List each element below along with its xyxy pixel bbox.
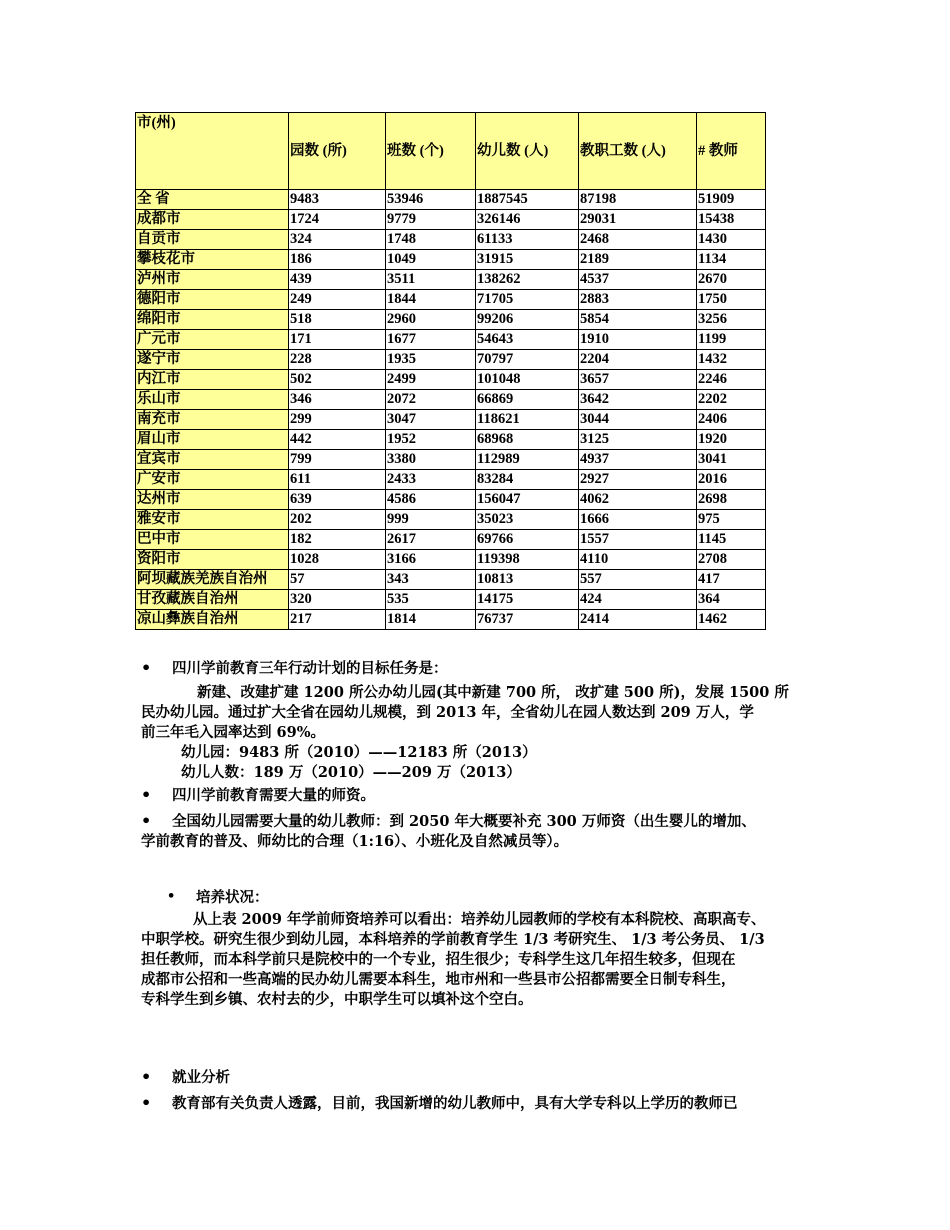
cell-kindergartens: 320 <box>289 590 386 610</box>
cell-city: 甘孜藏族自治州 <box>136 590 289 610</box>
cell-children: 118621 <box>476 410 579 430</box>
cell-kindergartens: 1724 <box>289 210 386 230</box>
cell-staff: 4062 <box>579 490 697 510</box>
cell-classes: 9779 <box>386 210 476 230</box>
cell-kindergartens: 228 <box>289 350 386 370</box>
table-row <box>136 330 766 350</box>
cell-city: 成都市 <box>136 210 289 230</box>
cell-city: 眉山市 <box>136 430 289 450</box>
header-city: 市(州) <box>136 113 289 190</box>
table-row <box>136 350 766 370</box>
table-row <box>136 390 766 410</box>
cell-staff: 5854 <box>579 310 697 330</box>
bullet-marker: • <box>141 811 152 830</box>
table-row <box>136 370 766 390</box>
cell-teachers: 1134 <box>697 250 766 270</box>
cell-teachers: 3256 <box>697 310 766 330</box>
cell-children: 54643 <box>476 330 579 350</box>
header-staff: 教职工数 (人) <box>579 113 697 190</box>
cell-staff: 4537 <box>579 270 697 290</box>
bullet-teacher-demand: 四川学前教育需要大量的师资。 <box>172 787 375 804</box>
training-text-line-5: 专科学生到乡镇、农村去的少，中职学生可以填补这个空白。 <box>141 991 533 1008</box>
bullet-plan-goals: 四川学前教育三年行动计划的目标任务是： <box>172 660 448 677</box>
cell-children: 83284 <box>476 470 579 490</box>
bullet-marker: • <box>167 889 176 904</box>
cell-staff: 424 <box>579 590 697 610</box>
cell-classes: 1049 <box>386 250 476 270</box>
table-row <box>136 470 766 490</box>
cell-classes: 1748 <box>386 230 476 250</box>
cell-city: 广安市 <box>136 470 289 490</box>
table-row <box>136 490 766 510</box>
cell-staff: 4937 <box>579 450 697 470</box>
cell-kindergartens: 442 <box>289 430 386 450</box>
table-row <box>136 430 766 450</box>
cell-children: 35023 <box>476 510 579 530</box>
cell-classes: 3047 <box>386 410 476 430</box>
cell-kindergartens: 799 <box>289 450 386 470</box>
cell-staff: 2414 <box>579 610 697 630</box>
cell-city: 广元市 <box>136 330 289 350</box>
cell-kindergartens: 9483 <box>289 190 386 210</box>
cell-classes: 3380 <box>386 450 476 470</box>
table-row <box>136 510 766 530</box>
cell-staff: 3044 <box>579 410 697 430</box>
table-row <box>136 450 766 470</box>
cell-kindergartens: 202 <box>289 510 386 530</box>
cell-city: 自贡市 <box>136 230 289 250</box>
cell-classes: 535 <box>386 590 476 610</box>
training-text-line-1: 从上表 2009 年学前师资培养可以看出：培养幼儿园教师的学校有本科院校、高职高专、 <box>193 911 766 928</box>
plan-text-line-2: 民办幼儿园。通过扩大全省在园幼儿规模，到 2013 年，全省幼儿在园人数达到 209 万人，学 <box>141 704 754 721</box>
table-row <box>136 250 766 270</box>
cell-children: 326146 <box>476 210 579 230</box>
cell-kindergartens: 217 <box>289 610 386 630</box>
cell-children: 10813 <box>476 570 579 590</box>
cell-children: 156047 <box>476 490 579 510</box>
cell-teachers: 975 <box>697 510 766 530</box>
bullet-marker: • <box>141 1093 152 1112</box>
table-row <box>136 270 766 290</box>
cell-staff: 2927 <box>579 470 697 490</box>
cell-staff: 4110 <box>579 550 697 570</box>
cell-staff: 29031 <box>579 210 697 230</box>
cell-classes: 1844 <box>386 290 476 310</box>
cell-classes: 53946 <box>386 190 476 210</box>
cell-children: 1887545 <box>476 190 579 210</box>
header-teachers: # 教师 <box>697 113 766 190</box>
cell-teachers: 51909 <box>697 190 766 210</box>
cell-city: 宜宾市 <box>136 450 289 470</box>
cell-classes: 3166 <box>386 550 476 570</box>
cell-staff: 87198 <box>579 190 697 210</box>
cell-city: 雅安市 <box>136 510 289 530</box>
cell-city: 凉山彝族自治州 <box>136 610 289 630</box>
cell-children: 112989 <box>476 450 579 470</box>
cell-teachers: 1462 <box>697 610 766 630</box>
table-row <box>136 190 766 210</box>
plan-text-line-1: 新建、改建扩建 1200 所公办幼儿园(其中新建 700 所， 改扩建 500 所)，发展 1500 所 <box>197 684 789 701</box>
cell-staff: 3125 <box>579 430 697 450</box>
cell-kindergartens: 249 <box>289 290 386 310</box>
cell-children: 69766 <box>476 530 579 550</box>
table-row <box>136 310 766 330</box>
cell-city: 全 省 <box>136 190 289 210</box>
cell-teachers: 1432 <box>697 350 766 370</box>
cell-staff: 557 <box>579 570 697 590</box>
cell-kindergartens: 518 <box>289 310 386 330</box>
training-text-line-2: 中职学校。研究生很少到幼儿园，本科培养的学前教育学生 1/3 考研究生、 1/3 考公务员、 1/3 <box>141 931 765 948</box>
cell-staff: 3642 <box>579 390 697 410</box>
cell-children: 76737 <box>476 610 579 630</box>
cell-teachers: 2016 <box>697 470 766 490</box>
cell-city: 阿坝藏族羌族自治州 <box>136 570 289 590</box>
plan-text-line-3: 前三年毛入园率达到 69%。 <box>141 724 326 741</box>
cell-city: 内江市 <box>136 370 289 390</box>
cell-classes: 1677 <box>386 330 476 350</box>
cell-teachers: 1199 <box>697 330 766 350</box>
cell-city: 绵阳市 <box>136 310 289 330</box>
cell-teachers: 15438 <box>697 210 766 230</box>
cell-kindergartens: 611 <box>289 470 386 490</box>
table-row <box>136 410 766 430</box>
cell-children: 119398 <box>476 550 579 570</box>
cell-city: 资阳市 <box>136 550 289 570</box>
cell-city: 乐山市 <box>136 390 289 410</box>
cell-classes: 999 <box>386 510 476 530</box>
table-header-row <box>136 113 766 190</box>
cell-teachers: 2246 <box>697 370 766 390</box>
cell-teachers: 2406 <box>697 410 766 430</box>
header-children: 幼儿数 (人) <box>476 113 579 190</box>
cell-classes: 3511 <box>386 270 476 290</box>
cell-kindergartens: 502 <box>289 370 386 390</box>
cell-classes: 2072 <box>386 390 476 410</box>
cell-kindergartens: 182 <box>289 530 386 550</box>
cell-teachers: 2698 <box>697 490 766 510</box>
cell-children: 71705 <box>476 290 579 310</box>
bullet-marker: • <box>141 658 152 677</box>
cell-kindergartens: 639 <box>289 490 386 510</box>
cell-city: 德阳市 <box>136 290 289 310</box>
cell-classes: 2499 <box>386 370 476 390</box>
table-row <box>136 530 766 550</box>
cell-staff: 2204 <box>579 350 697 370</box>
cell-teachers: 1430 <box>697 230 766 250</box>
training-text-line-4: 成都市公招和一些高端的民办幼儿需要本科生，地市州和一些县市公招都需要全日制专科生， <box>141 971 736 988</box>
cell-teachers: 364 <box>697 590 766 610</box>
cell-teachers: 1750 <box>697 290 766 310</box>
header-kindergartens: 园数 (所) <box>289 113 386 190</box>
cell-teachers: 2202 <box>697 390 766 410</box>
cell-classes: 1814 <box>386 610 476 630</box>
cell-city: 达州市 <box>136 490 289 510</box>
cell-city: 攀枝花市 <box>136 250 289 270</box>
cell-city: 遂宁市 <box>136 350 289 370</box>
cell-classes: 1952 <box>386 430 476 450</box>
cell-teachers: 1920 <box>697 430 766 450</box>
cell-kindergartens: 186 <box>289 250 386 270</box>
cell-kindergartens: 57 <box>289 570 386 590</box>
table-row <box>136 570 766 590</box>
cell-kindergartens: 324 <box>289 230 386 250</box>
plan-children-growth: 幼儿人数：189 万（2010）——209 万（2013） <box>181 764 521 781</box>
table-row <box>136 210 766 230</box>
cell-staff: 1910 <box>579 330 697 350</box>
national-demand-line-1: 全国幼儿园需要大量的幼儿教师：到 2050 年大概要补充 300 万师资（出生婴儿的增加、 <box>172 813 756 830</box>
table-row <box>136 230 766 250</box>
kindergarten-stats-table <box>135 112 766 630</box>
cell-children: 138262 <box>476 270 579 290</box>
cell-kindergartens: 346 <box>289 390 386 410</box>
table-row <box>136 290 766 310</box>
bullet-marker: • <box>141 1067 152 1086</box>
cell-children: 66869 <box>476 390 579 410</box>
cell-staff: 2883 <box>579 290 697 310</box>
table-row <box>136 590 766 610</box>
cell-classes: 343 <box>386 570 476 590</box>
cell-kindergartens: 1028 <box>289 550 386 570</box>
cell-city: 南充市 <box>136 410 289 430</box>
plan-kindergarten-growth: 幼儿园：9483 所（2010）——12183 所（2013） <box>181 744 537 761</box>
cell-staff: 3657 <box>579 370 697 390</box>
cell-children: 68968 <box>476 430 579 450</box>
cell-staff: 2189 <box>579 250 697 270</box>
cell-staff: 1666 <box>579 510 697 530</box>
cell-classes: 4586 <box>386 490 476 510</box>
table-row <box>136 610 766 630</box>
cell-children: 70797 <box>476 350 579 370</box>
cell-staff: 2468 <box>579 230 697 250</box>
cell-children: 61133 <box>476 230 579 250</box>
cell-children: 101048 <box>476 370 579 390</box>
cell-city: 巴中市 <box>136 530 289 550</box>
cell-teachers: 417 <box>697 570 766 590</box>
cell-city: 泸州市 <box>136 270 289 290</box>
bullet-marker: • <box>141 785 152 804</box>
training-status-heading: 培养状况： <box>196 889 269 906</box>
header-classes: 班数 (个) <box>386 113 476 190</box>
cell-children: 14175 <box>476 590 579 610</box>
cell-teachers: 3041 <box>697 450 766 470</box>
national-demand-line-2: 学前教育的普及、师幼比的合理（1:16）、小班化及自然减员等）。 <box>141 833 569 850</box>
cell-classes: 1935 <box>386 350 476 370</box>
table-row <box>136 550 766 570</box>
cell-staff: 1557 <box>579 530 697 550</box>
cell-classes: 2960 <box>386 310 476 330</box>
cell-teachers: 1145 <box>697 530 766 550</box>
cell-children: 31915 <box>476 250 579 270</box>
training-text-line-3: 担任教师，而本科学前只是院校中的一个专业，招生很少；专科学生这几年招生较多，但现在 <box>141 951 736 968</box>
cell-teachers: 2670 <box>697 270 766 290</box>
employment-text-line: 教育部有关负责人透露，目前，我国新增的幼儿教师中，具有大学专科以上学历的教师已 <box>172 1095 738 1112</box>
employment-analysis-heading: 就业分析 <box>172 1069 230 1086</box>
cell-kindergartens: 439 <box>289 270 386 290</box>
cell-classes: 2617 <box>386 530 476 550</box>
cell-kindergartens: 299 <box>289 410 386 430</box>
cell-classes: 2433 <box>386 470 476 490</box>
cell-teachers: 2708 <box>697 550 766 570</box>
cell-kindergartens: 171 <box>289 330 386 350</box>
cell-children: 99206 <box>476 310 579 330</box>
